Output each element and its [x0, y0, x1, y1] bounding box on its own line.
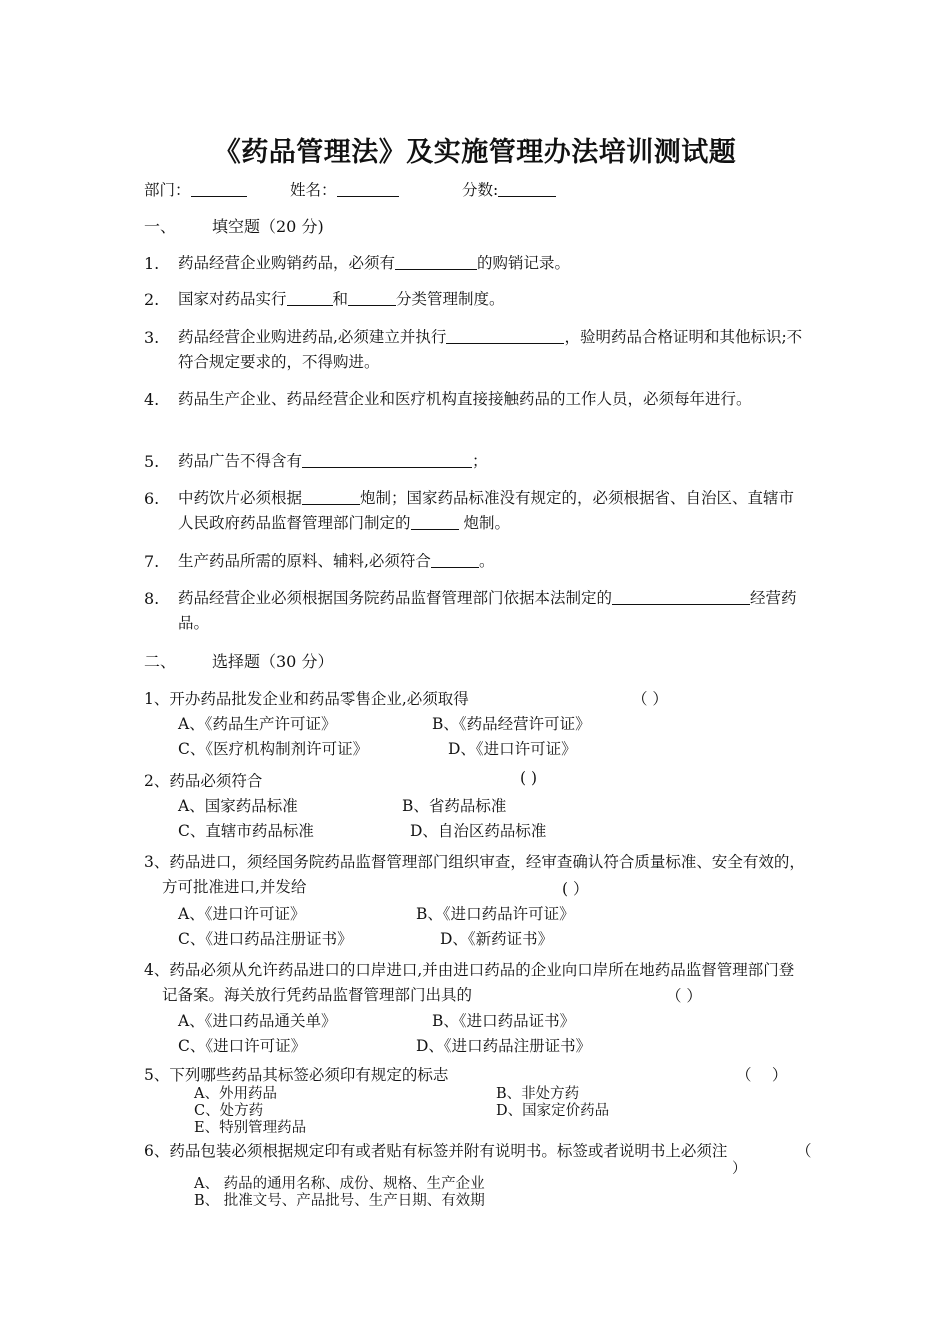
- choice-question-stem: 6、药品包装必须根据规定印有或者贴有标签并附有说明书。标签或者说明书上必须注: [144, 1142, 728, 1160]
- dept-label: 部门：: [144, 181, 191, 199]
- score-blank[interactable]: [498, 181, 556, 198]
- question-text: 生产药品所需的原料、辅料,必须符合: [178, 552, 431, 570]
- fill-question: [178, 287, 808, 312]
- option-d[interactable]: D、《新药证书》: [440, 930, 554, 948]
- question-text: 炮制；国家药品标准没有规定的，必须根据省、自治区、直辖市人民政府药品监督管理部门制定的: [178, 489, 795, 532]
- answer-parentheses[interactable]: （ ）: [666, 987, 702, 1005]
- question-text: 药品经营企业购销药品，必须有: [178, 254, 396, 272]
- answer-parentheses[interactable]: （ ）: [736, 1066, 788, 1084]
- question-number: 6.: [144, 489, 160, 508]
- answer-blank[interactable]: [431, 552, 479, 569]
- option-b[interactable]: B、《进口药品证书》: [432, 1012, 576, 1030]
- fill-question: [178, 325, 808, 375]
- option-b[interactable]: B、《进口药品许可证》: [416, 905, 575, 923]
- answer-parentheses-open[interactable]: （: [796, 1142, 812, 1160]
- question-number: 2.: [144, 290, 160, 309]
- option-a[interactable]: A、《药品生产许可证》: [178, 715, 337, 733]
- question-text: 炮制。: [458, 514, 510, 532]
- question-text: ，验明药品合格证明和其他标识;不符合规定要求的，不得购进。: [178, 328, 803, 371]
- section-number: 二、: [144, 652, 177, 671]
- option-c[interactable]: C、《进口许可证》: [178, 1037, 307, 1055]
- fill-question: [178, 449, 808, 474]
- option-d[interactable]: D、国家定价药品: [496, 1103, 610, 1119]
- question-text: 经营药品。: [178, 589, 797, 632]
- name-field: [290, 178, 399, 200]
- question-text: 国家对药品实行: [178, 290, 287, 308]
- answer-blank[interactable]: [287, 290, 333, 307]
- answer-blank[interactable]: [302, 452, 472, 469]
- answer-parentheses[interactable]: （ ）: [632, 690, 668, 708]
- dept-blank[interactable]: [191, 181, 247, 198]
- answer-blank[interactable]: [411, 514, 459, 531]
- fill-question: [178, 586, 808, 636]
- option-d[interactable]: D、《进口许可证》: [448, 740, 577, 758]
- question-text: 药品广告不得含有: [178, 452, 303, 470]
- answer-parentheses[interactable]: ( ): [520, 769, 538, 787]
- question-text: 药品经营企业必须根据国务院药品监督管理部门依据本法制定的: [178, 589, 613, 607]
- score-field: [462, 178, 556, 200]
- choice-question-stem: 5、下列哪些药品其标签必须印有规定的标志: [144, 1066, 449, 1084]
- section-heading: 填空题（20 分): [212, 217, 324, 236]
- score-label: 分数:: [462, 181, 499, 199]
- fill-question: [178, 549, 808, 574]
- option-e[interactable]: E、特别管理药品: [194, 1120, 307, 1136]
- option-c[interactable]: C、《进口药品注册证书》: [178, 930, 353, 948]
- page-title: 《药品管理法》及实施管理办法培训测试题: [213, 137, 737, 168]
- option-c[interactable]: C、处方药: [194, 1103, 264, 1119]
- stem-text: 3、药品进口，须经国务院药品监督管理部门组织审查，经审查确认符合质量标准、安全有效的，方可批准进口,并发给: [144, 853, 805, 896]
- question-text: 和: [332, 290, 349, 308]
- question-number: 5.: [144, 452, 160, 471]
- question-text: 中药饮片必须根据: [178, 489, 303, 507]
- fill-question: [178, 251, 808, 276]
- answer-blank[interactable]: [302, 489, 360, 506]
- question-text: 分类管理制度。: [396, 290, 505, 308]
- dept-field: [144, 178, 247, 200]
- name-label: 姓名：: [290, 181, 337, 199]
- fill-question: [178, 387, 808, 412]
- option-a[interactable]: A、《进口许可证》: [178, 905, 306, 923]
- option-d[interactable]: D、自治区药品标准: [410, 822, 547, 840]
- question-number: 4.: [144, 390, 160, 409]
- choice-question-stem: [144, 958, 809, 1008]
- option-b[interactable]: B、省药品标准: [402, 797, 507, 815]
- name-blank[interactable]: [337, 181, 399, 198]
- answer-parentheses[interactable]: ( ）: [562, 880, 589, 898]
- answer-blank[interactable]: [612, 589, 750, 606]
- question-text: 药品生产企业、药品经营企业和医疗机构直接接触药品的工作人员，必须每年进行: [178, 390, 737, 408]
- question-number: 1.: [144, 254, 160, 273]
- option-b[interactable]: B、非处方药: [496, 1086, 580, 1102]
- question-text: 。: [478, 552, 495, 570]
- question-text: 。: [736, 390, 752, 408]
- option-b[interactable]: B、 批准文号、产品批号、生产日期、有效期: [194, 1193, 485, 1209]
- option-c[interactable]: C、《医疗机构制剂许可证》: [178, 740, 369, 758]
- option-a[interactable]: A、国家药品标准: [178, 797, 298, 815]
- answer-blank[interactable]: [395, 254, 477, 271]
- question-text: ；: [472, 452, 488, 470]
- answer-blank[interactable]: [348, 290, 396, 307]
- answer-blank[interactable]: [446, 328, 564, 345]
- option-b[interactable]: B、《药品经营许可证》: [432, 715, 591, 733]
- question-text: 的购销记录。: [477, 254, 571, 272]
- option-a[interactable]: A、《进口药品通关单》: [178, 1012, 337, 1030]
- question-number: 3.: [144, 328, 160, 347]
- section-number: 一、: [144, 217, 177, 236]
- section-heading: 选择题（30 分）: [212, 652, 334, 671]
- option-c[interactable]: C、直辖市药品标准: [178, 822, 314, 840]
- question-text: 药品经营企业购进药品,必须建立并执行: [178, 328, 447, 346]
- option-a[interactable]: A、 药品的通用名称、成份、规格、生产企业: [194, 1176, 485, 1192]
- question-number: 8.: [144, 589, 160, 608]
- question-number: 7.: [144, 552, 160, 571]
- option-d[interactable]: D、《进口药品注册证书》: [416, 1037, 592, 1055]
- fill-question: [178, 486, 808, 536]
- stem-text: 4、药品必须从允许药品进口的口岸进口,并由进口药品的企业向口岸所在地药品监督管理部门登记备案。海关放行凭药品监督管理部门出具的: [144, 961, 795, 1004]
- choice-question-stem: [144, 850, 809, 900]
- answer-parentheses-close: ）: [732, 1161, 747, 1177]
- choice-question-stem: 1、开办药品批发企业和药品零售企业,必须取得: [144, 690, 469, 708]
- option-a[interactable]: A、外用药品: [194, 1086, 277, 1102]
- choice-question-stem: 2、药品必须符合: [144, 772, 263, 790]
